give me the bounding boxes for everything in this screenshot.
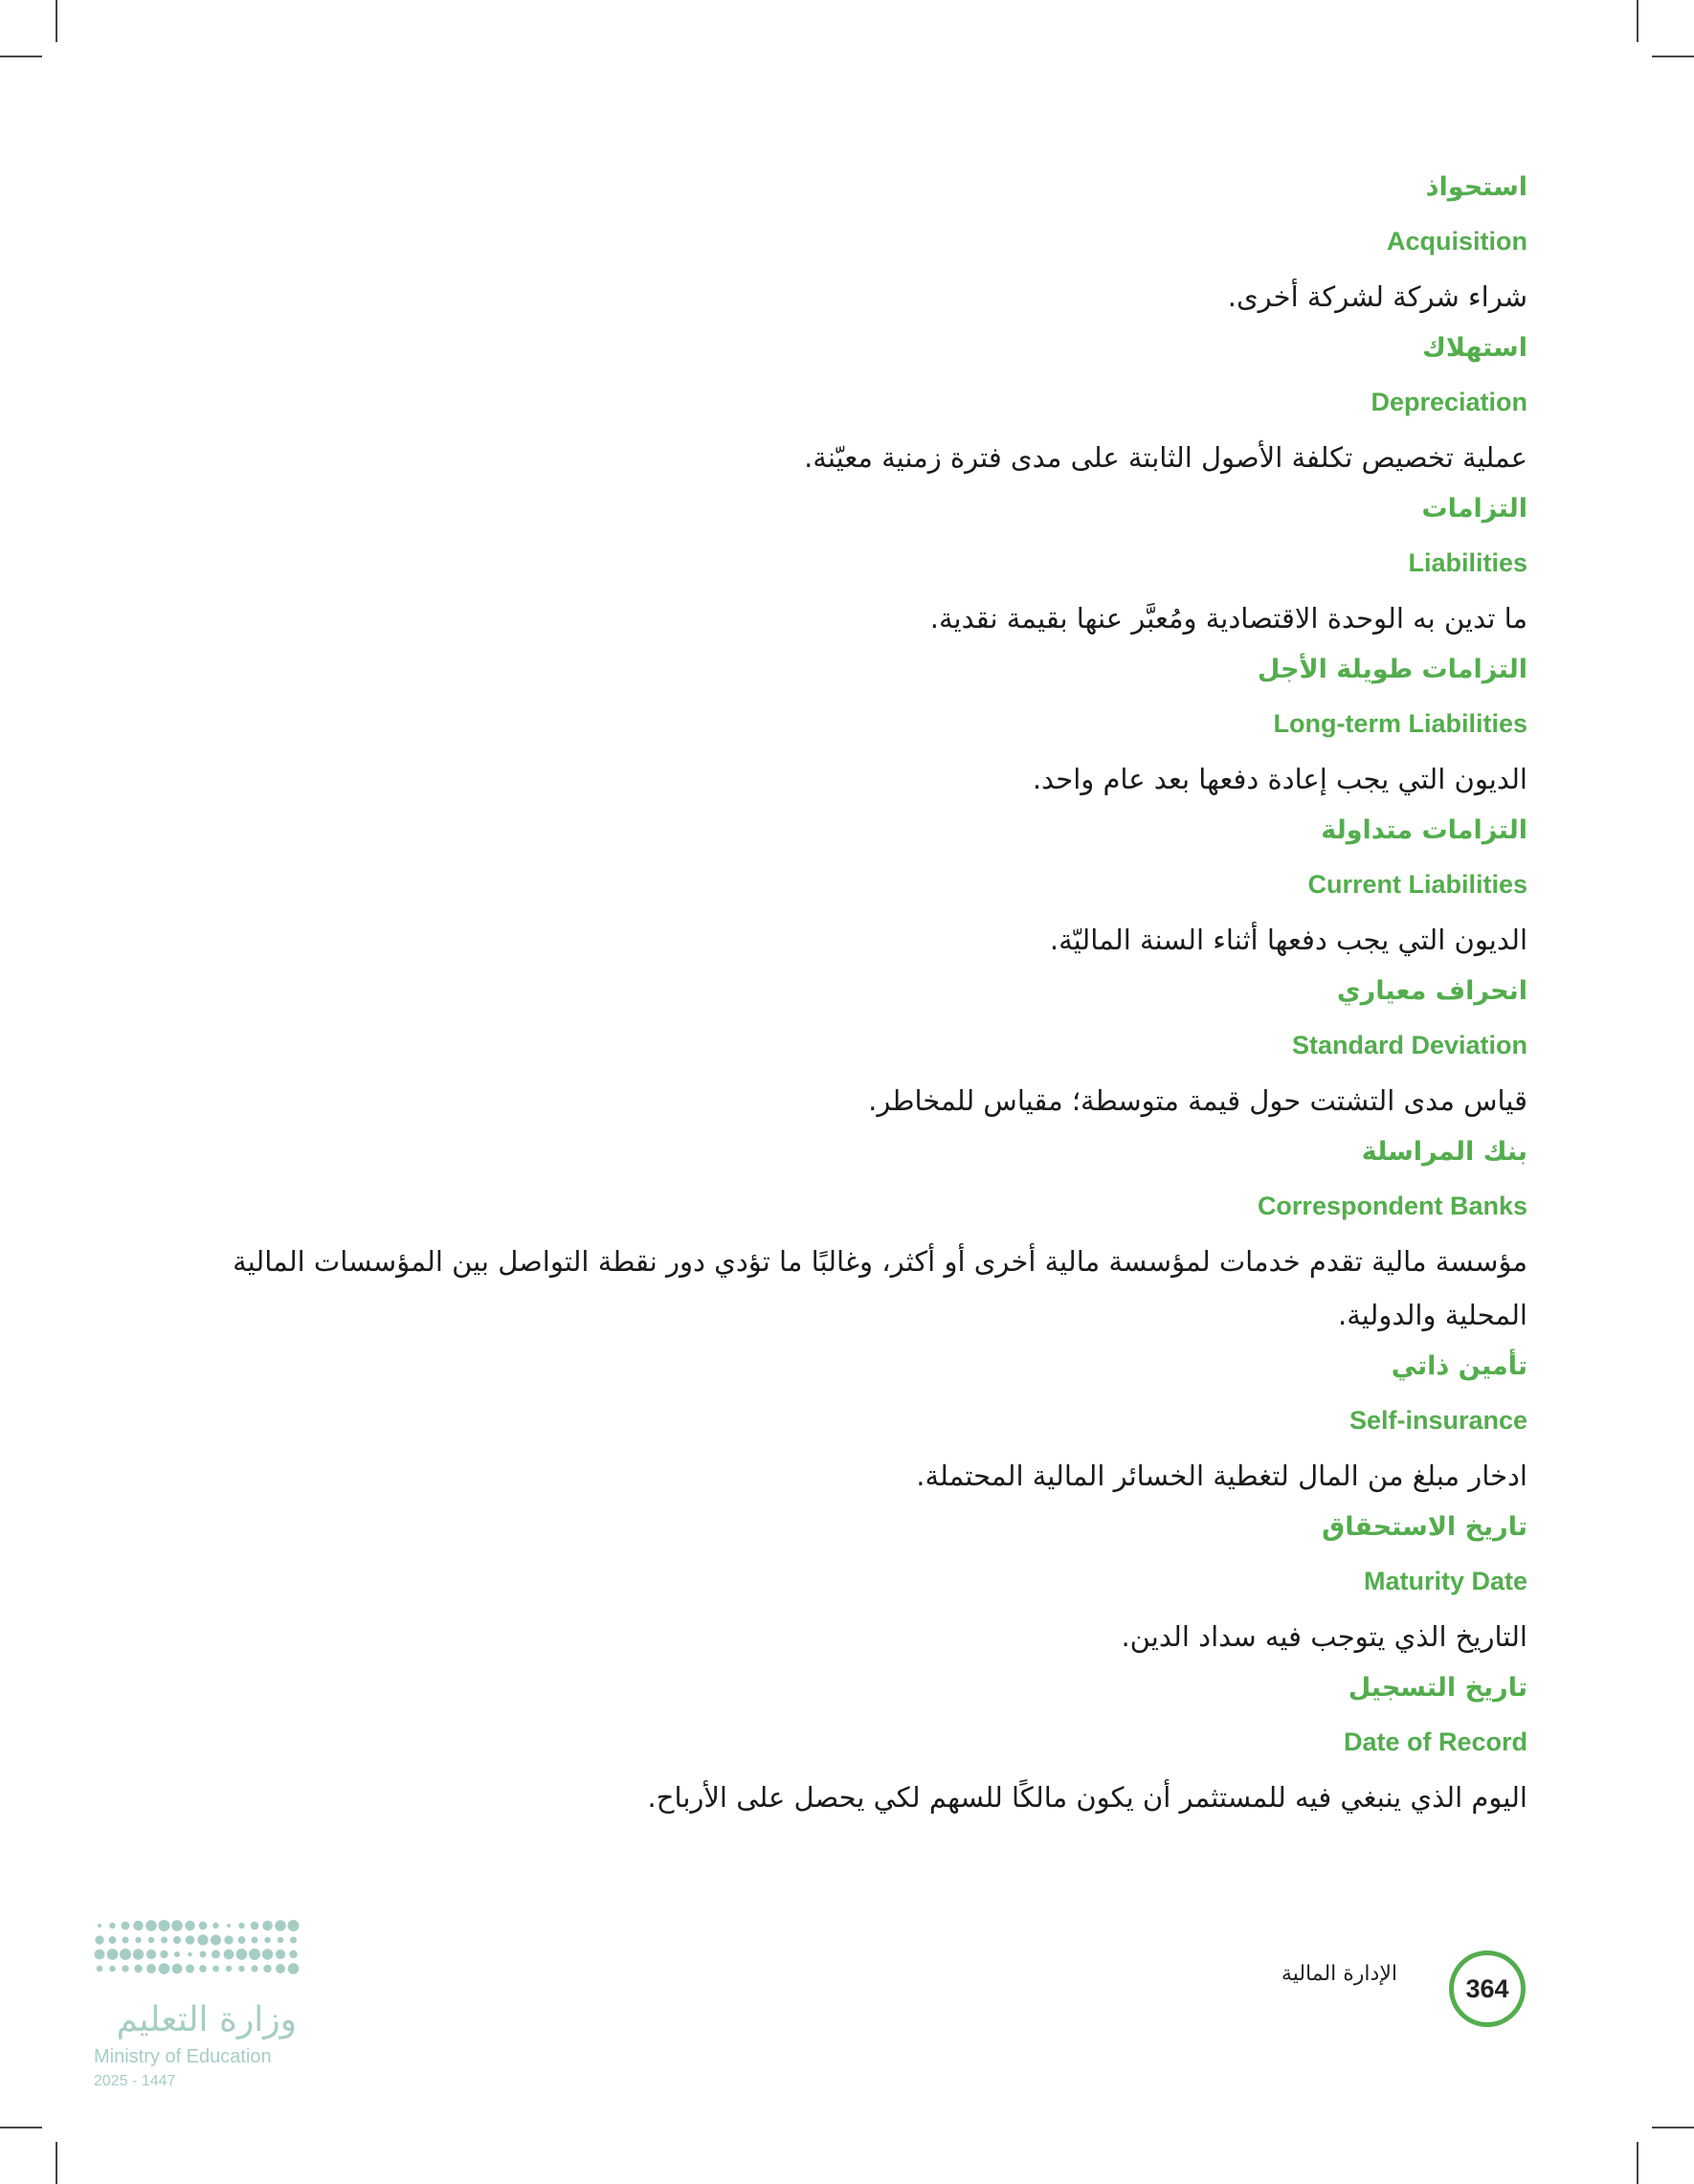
logo-dot [249,1949,260,1960]
page-number: 364 [1449,1950,1526,2027]
logo-dot [288,1920,300,1931]
logo-dot [97,1966,102,1972]
logo-dot [251,1965,257,1972]
logo-dot [172,1964,183,1974]
logo-dot [290,1936,297,1943]
glossary-entry [182,1342,1527,1503]
ministry-name-en: Ministry of Education [94,2046,272,2067]
logo-dot [133,1949,144,1959]
crop-mark [1652,2127,1694,2128]
term-arabic: تاريخ الاستحقاق [1322,1512,1527,1542]
book-title: الإدارة المالية [1281,1962,1397,1986]
term-definition: اليوم الذي ينبغي فيه للمستثمر أن يكون مالكًا للسهم لكي يحصل على الأرباح. [647,1781,1527,1814]
logo-dot [262,1921,272,1930]
logo-dot [238,1966,245,1972]
logo-dot [134,1965,142,1972]
crop-mark [56,2142,57,2184]
term-english: Self-insurance [1349,1406,1527,1435]
logo-dot [251,1922,259,1930]
logo-dot [98,1924,101,1928]
logo-dot [276,1964,285,1973]
glossary-entry [182,806,1527,967]
term-definition: التاريخ الذي يتوجب فيه سداد الدين. [1121,1620,1527,1653]
logo-dot [95,1935,103,1944]
glossary-entry [182,1127,1527,1342]
logo-dot [109,1966,116,1972]
logo-dot [278,1937,284,1944]
logo-dot [262,1949,273,1959]
ministry-logo-icon [92,1916,302,1983]
term-english: Correspondent Banks [1257,1192,1527,1220]
term-arabic: استحواذ [1425,172,1527,202]
logo-dot [212,1966,219,1972]
logo-dot [224,1950,234,1960]
logo-dot [161,1936,167,1943]
crop-mark [0,2127,42,2128]
edition-year: 2025 - 1447 [94,2073,176,2089]
logo-dot [276,1950,285,1959]
term-definition: مؤسسة مالية تقدم خدمات لمؤسسة مالية أخرى أو أكثر، وغالبًا ما تؤدي دور نقطة التواصل بين المؤسسات المالية المحلية والدولية. [233,1245,1527,1331]
logo-dot [199,1965,207,1972]
logo-dot [264,1937,270,1943]
logo-dot [185,1921,194,1930]
glossary-entry [182,1663,1527,1824]
logo-dot [226,1966,232,1972]
term-arabic: التزامات طويلة الأجل [1257,655,1527,684]
term-arabic: انحراف معياري [1336,976,1527,1006]
term-definition: ما تدين به الوحدة الاقتصادية ومُعبَّر عنها بقيمة نقدية. [929,602,1527,635]
term-arabic: تأمين ذاتي [1391,1351,1527,1381]
logo-dot [238,1936,246,1944]
logo-dot [288,1963,300,1974]
logo-dot [186,1935,195,1945]
logo-dot [186,1964,194,1972]
glossary-list [182,163,1527,1824]
logo-dot [122,1922,130,1930]
term-arabic: بنك المراسلة [1361,1137,1527,1167]
logo-dot [212,1923,218,1928]
glossary-entry [182,163,1527,323]
crop-mark [1637,2142,1638,2184]
logo-dot [160,1950,167,1958]
term-definition: قياس مدى التشتت حول قيمة متوسطة؛ مقياس للمخاطر. [868,1084,1527,1117]
term-arabic: التزامات [1421,494,1527,524]
term-definition: الديون التي يجب إعادة دفعها بعد عام واحد. [1032,763,1527,795]
logo-dot [211,1935,221,1946]
term-definition: الديون التي يجب دفعها أثناء السنة الماليّة. [1049,924,1527,956]
logo-dot [212,1950,220,1958]
term-definition: شراء شركة لشركة أخرى. [1227,280,1527,313]
logo-dot [107,1949,119,1960]
term-arabic: استهلاك [1422,333,1527,363]
term-english: Date of Record [1343,1727,1527,1756]
logo-dot [120,1949,131,1960]
logo-dot [135,1937,141,1943]
logo-dot [199,1922,208,1930]
glossary-entry [182,323,1527,484]
logo-dot [236,1949,248,1960]
logo-dot [289,1950,297,1958]
logo-dot [109,1936,117,1944]
term-definition: عملية تخصيص تكلفة الأصول الثابتة على مدى فترة زمنية معيّنة. [804,441,1527,474]
glossary-entry [182,484,1527,645]
crop-mark [1652,56,1694,57]
logo-dot [146,1950,156,1959]
glossary-entry [182,1503,1527,1663]
logo-dot [173,1936,181,1944]
term-english: Acquisition [1387,227,1527,256]
ministry-name-ar: وزارة التعليم [116,2000,297,2039]
logo-dot [148,1937,155,1944]
logo-dot [95,1950,105,1960]
logo-dot [171,1920,183,1931]
crop-mark [56,0,57,42]
logo-dot [159,1963,170,1974]
glossary-entry [182,967,1527,1127]
term-english: Long-term Liabilities [1273,709,1527,738]
logo-dot [227,1924,231,1928]
crop-mark [0,56,42,57]
logo-dot [275,1920,286,1931]
logo-dot [197,1934,208,1945]
logo-dot [188,1952,191,1956]
term-english: Depreciation [1371,388,1527,416]
logo-dot [200,1951,207,1958]
crop-mark [1637,0,1638,42]
logo-dot [133,1921,143,1930]
logo-dot [145,1920,157,1931]
term-arabic: التزامات متداولة [1321,815,1527,845]
logo-dot [109,1923,115,1928]
logo-dot [252,1937,258,1944]
term-english: Maturity Date [1363,1567,1527,1595]
logo-dot [174,1951,180,1957]
term-definition: ادخار مبلغ من المال لتغطية الخسائر المالية المحتملة. [916,1460,1527,1492]
logo-dot [224,1935,233,1944]
glossary-entry [182,645,1527,806]
term-english: Standard Deviation [1291,1031,1527,1059]
term-english: Current Liabilities [1307,870,1527,899]
logo-dot [123,1937,129,1944]
logo-dot [159,1920,170,1931]
logo-dot [146,1964,156,1973]
logo-dot [238,1923,244,1928]
logo-dot [263,1965,271,1972]
logo-dot [122,1965,128,1972]
term-english: Liabilities [1408,548,1527,577]
term-arabic: تاريخ التسجيل [1348,1673,1527,1703]
